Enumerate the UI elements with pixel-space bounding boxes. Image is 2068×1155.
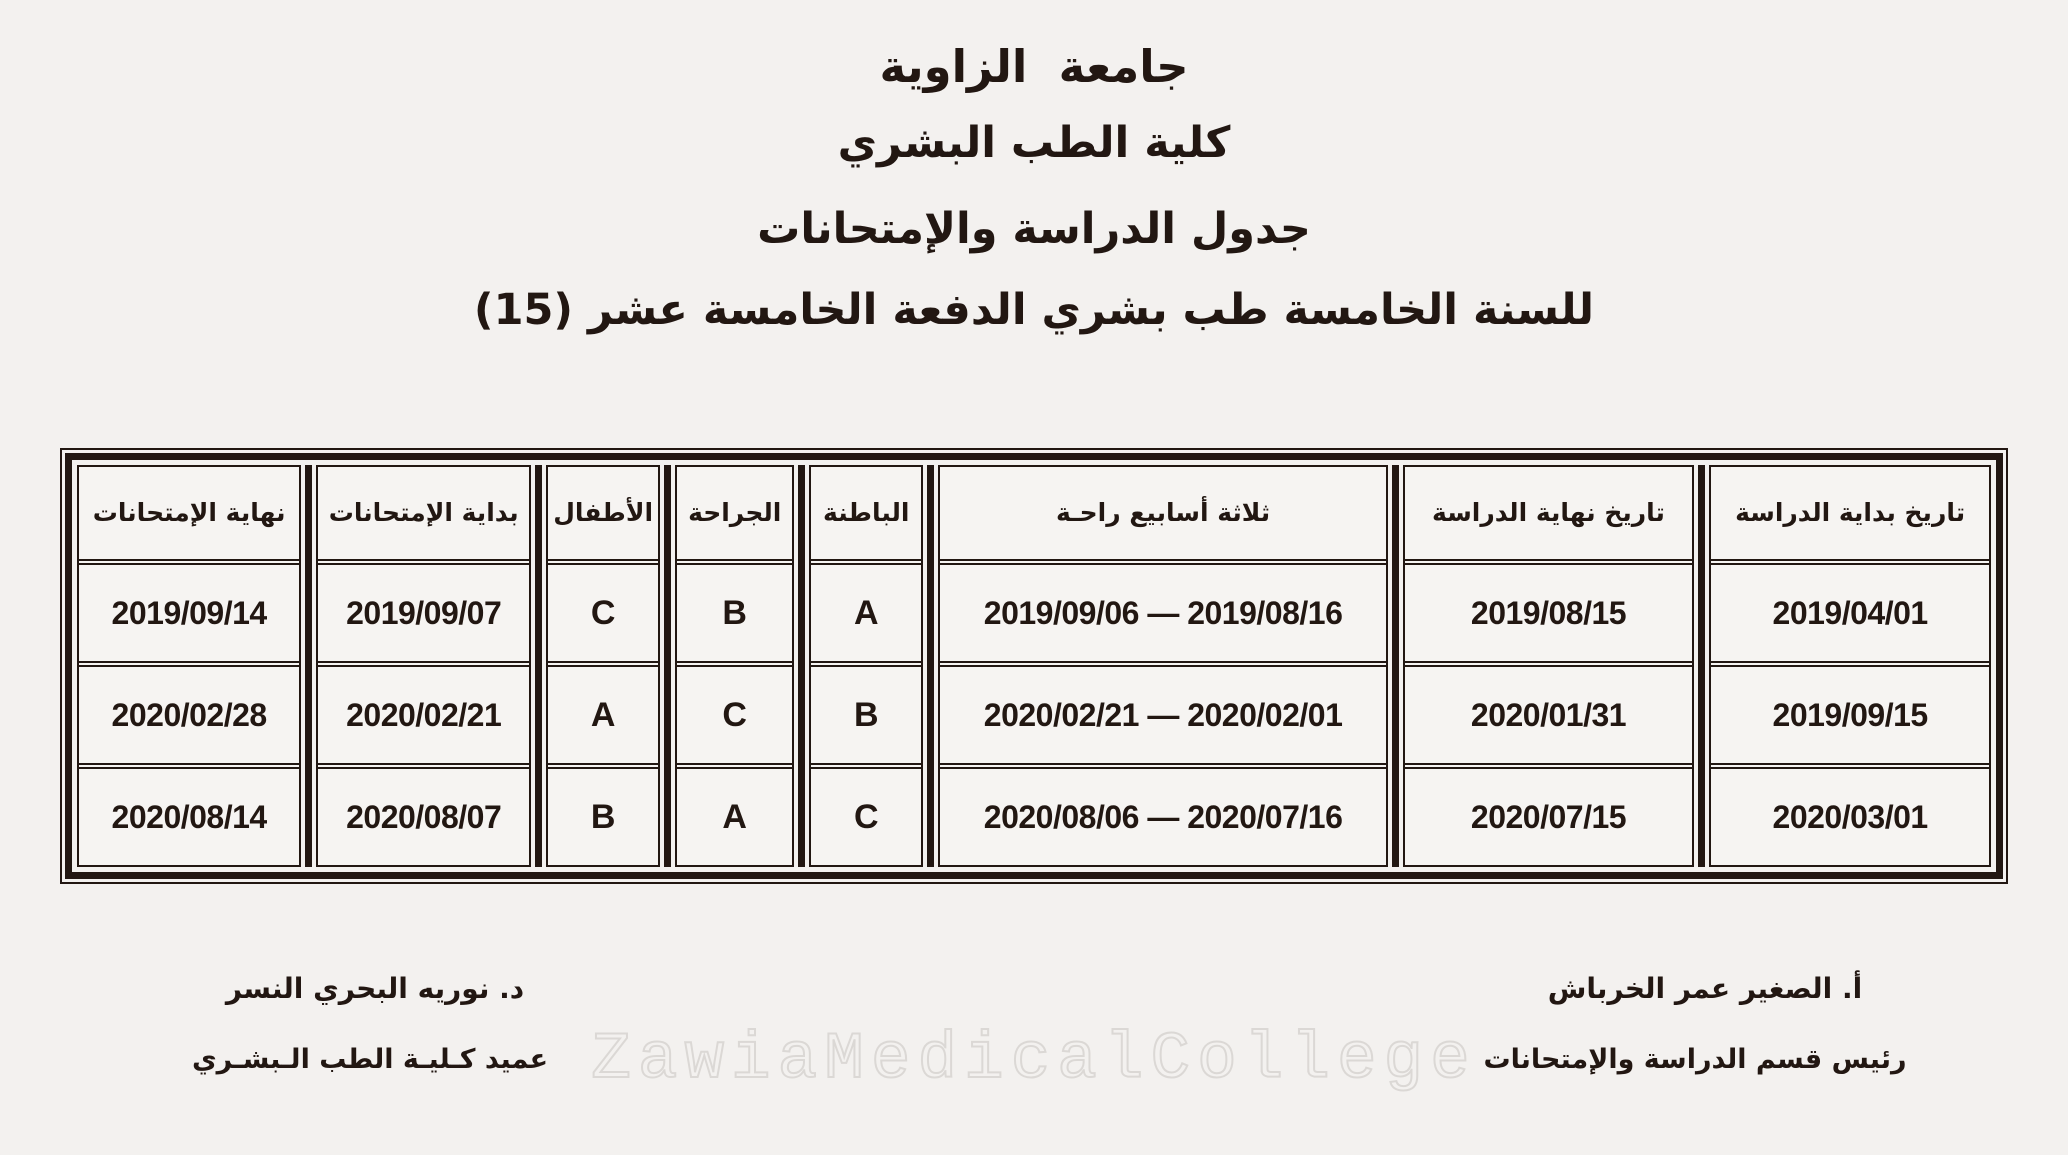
schedule-table-frame [65,453,2003,879]
class-batch-title: للسنة الخامسة طب بشري الدفعة الخامسة عشر (15) [473,285,1595,336]
column-divider [664,465,671,867]
table-cell: 2019/09/14 [79,559,299,661]
table-cell: B [811,661,921,763]
table-cell: 2020/08/14 [79,763,299,865]
table-cell: 2020/02/28 [79,661,299,763]
table-cell: 2019/09/15 [1711,661,1989,763]
table-cell: A [677,763,792,865]
column-header: الجراحة [688,497,782,527]
table-cell: 2019/08/15 [1405,559,1692,661]
table-cell: 2019/04/01 [1711,559,1989,661]
table-cell: A [811,559,921,661]
table-cell: 2020/02/21 — 2020/02/01 [940,661,1385,763]
column-internal-medicine [809,465,923,867]
signature-exams-head-title: رئيس قسم الدراسة والإمتحانات [1483,1044,1907,1075]
table-cell: 2020/03/01 [1711,763,1989,865]
column-header: بداية الإمتحانات [328,497,519,527]
table-cell: B [677,559,792,661]
table-cell: 2020/01/31 [1405,661,1692,763]
column-divider [305,465,312,867]
column-study-end-date [1403,465,1694,867]
table-cell: C [811,763,921,865]
column-header: الأطفال [553,497,654,527]
column-header: ثلاثة أسابيع راحـة [1055,497,1271,527]
column-divider [535,465,542,867]
column-header: الباطنة [823,497,910,527]
table-cell: A [548,661,658,763]
column-study-start-date [1709,465,1991,867]
university-name: جامعة الزاوية [879,40,1189,93]
table-cell: 2019/09/07 [318,559,529,661]
table-cell: 2020/08/07 [318,763,529,865]
table-cell: B [548,763,658,865]
faculty-name: كلية الطب البشري [837,118,1231,168]
table-cell: 2020/02/21 [318,661,529,763]
column-exams-start [316,465,531,867]
column-header: تاريخ نهاية الدراسة [1432,497,1665,527]
column-divider [1392,465,1399,867]
signature-dean-title: عميد كـليـة الطب الـبشـري [191,1044,549,1075]
schedule-table [60,448,2008,884]
document-header [0,40,2068,337]
column-divider [927,465,934,867]
schedule-title: جدول الدراسة والإمتحانات [757,203,1311,254]
table-cell: 2020/07/15 [1405,763,1692,865]
column-header: تاريخ بداية الدراسة [1735,497,1966,527]
signature-exams-head-name: أ. الصغير عمر الخرباش [1547,972,1863,1005]
column-exams-end [77,465,301,867]
column-surgery [675,465,794,867]
column-pediatrics [546,465,660,867]
watermark-text: ZawiaMedicalCollege [591,1022,1477,1097]
table-cell: C [548,559,658,661]
table-cell: C [677,661,792,763]
column-divider [798,465,805,867]
table-cell: 2020/08/06 — 2020/07/16 [940,763,1385,865]
signature-dean-name: د. نوريه البحري النسر [225,972,525,1005]
column-divider [1698,465,1705,867]
table-cell: 2019/09/06 — 2019/08/16 [940,559,1385,661]
column-rest-period [938,465,1387,867]
column-header: نهاية الإمتحانات [92,497,286,527]
